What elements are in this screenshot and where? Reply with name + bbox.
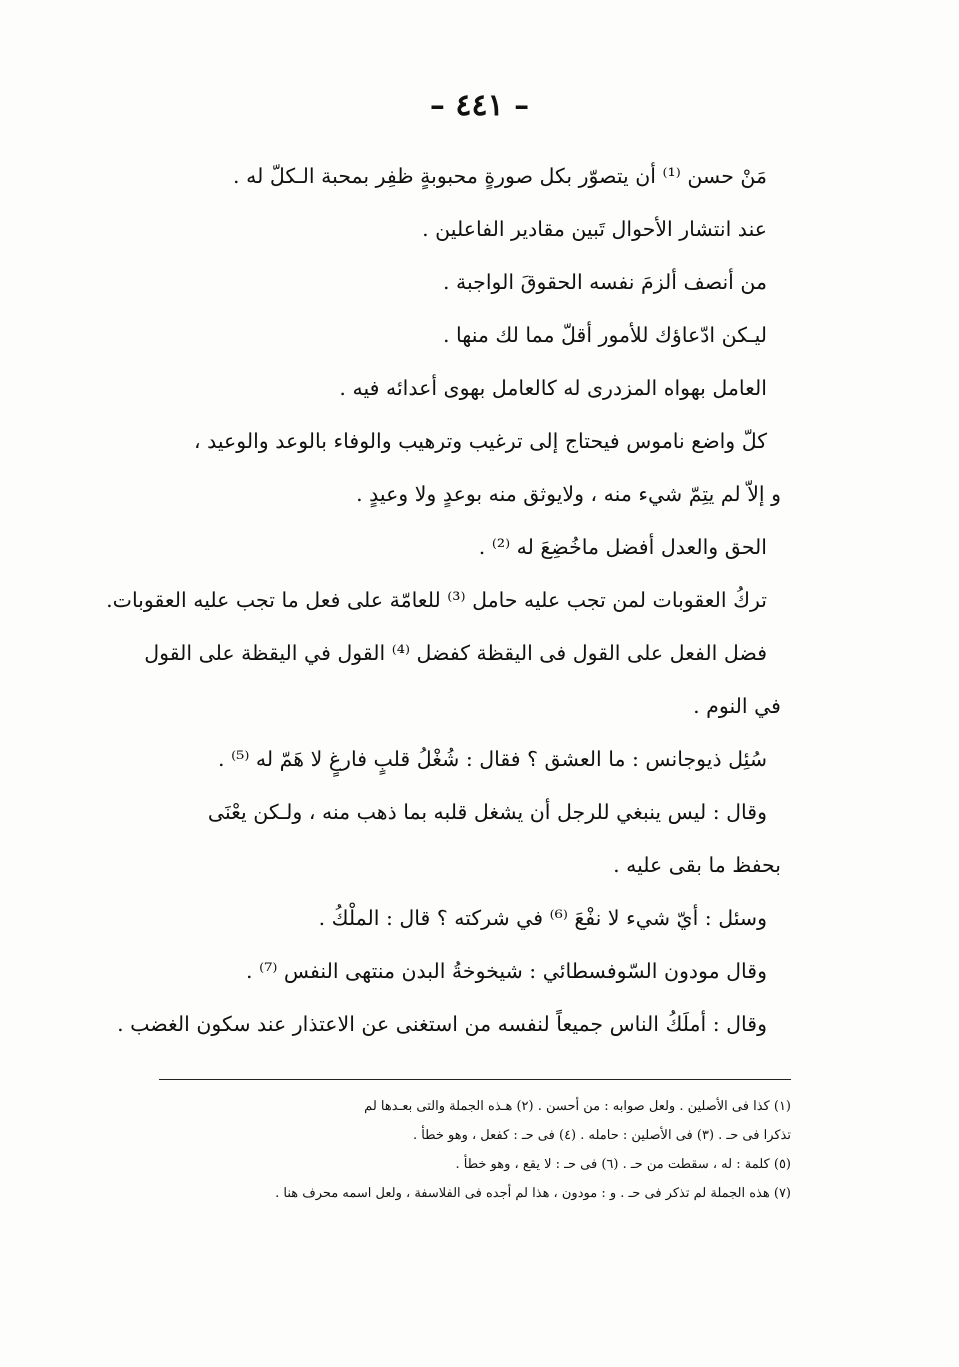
page-number: – ٤٤١ – (429, 88, 530, 123)
text-line: عند انتشار الأحوال تَبين مقادير الفاعلين . (422, 217, 767, 241)
text-line: مَنْ حسن ⁽¹⁾ أن يتصوّر بكل صورةٍ محبوبةٍ ظفِر بمحبة الـكلّ له . (233, 164, 767, 188)
footnote-line: (١) كذا فى الأصلين . ولعل صوابه : من أحسن . (٢) هـذه الجملة والتى بعـدها لم (364, 1099, 791, 1114)
footnote-line: (٥) كلمة : له ، سقطت من حـ . (٦) فى حـ : لا يقع ، وهو خطأ . (455, 1157, 791, 1172)
text-line: و إلاّ لم يتِمّ شيء منه ، ولايوثق منه بوعدٍ ولا وعيدٍ . (356, 482, 781, 506)
text-line: بحفظ ما بقى عليه . (613, 853, 781, 877)
text-line: من أنصف ألزمَ نفسه الحقوقَ الواجبة . (442, 270, 767, 294)
text-line: في النوم . (693, 694, 781, 718)
text-line: فضل الفعل على القول فى اليقظة كفضل ⁽⁴⁾ القول في اليقظة على القول (144, 641, 767, 665)
footnote-divider (159, 1079, 791, 1080)
text-line: العامل بهواه المزدرى له كالعامل بهوى أعدائه فيه . (339, 376, 767, 400)
footnote-line: تذكرا فى حـ . (٣) فى الأصلين : حامله . (٤) فى حـ : كفعل ، وهو خطأ . (412, 1128, 791, 1143)
footnotes (159, 1092, 791, 1208)
text-line: وقال مودون السّوفسطائي : شيخوخةُ البدن منتهى النفس ⁽⁷⁾ . (246, 959, 767, 983)
text-line: وسئل : أيّ شيء لا نفْعَ ⁽⁶⁾ في شركته ؟ قال : الملْكُ . (318, 906, 767, 930)
text-line: تركُ العقوبات لمن تجب عليه حامل ⁽³⁾ للعامّة على فعل ما تجب عليه العقوبات. (106, 588, 767, 612)
text-line: سُئِل ذيوجانس : ما العشق ؟ فقال : شُغْلُ قلبٍ فارغٍ لا هَمّ له ⁽⁵⁾ . (218, 747, 767, 771)
main-text (106, 150, 781, 1051)
text-line: وقال : ليس ينبغي للرجل أن يشغل قلبه بما ذهب منه ، ولـكن يعْنَى (207, 800, 767, 824)
text-line: وقال : أملَكُ الناس جميعاً لنفسه من استغنى عن الاعتذار عند سكون الغضب . (117, 1012, 767, 1036)
text-line: ليـكن ادّعاؤك للأمور أقلّ مما لك منها . (442, 323, 767, 347)
text-line: كلّ واضع ناموس فيحتاج إلى ترغيب وترهيب والوفاء بالوعد والوعيد ، (193, 429, 767, 453)
text-line: الحق والعدل أفضل ماخُضِعَ له ⁽²⁾ . (478, 535, 767, 559)
footnote-line: (٧) هذه الجملة لم تذكر فى حـ . و : مودون ، هذا لم أجده فى الفلاسفة ، ولعل اسمه محرف هنا . (275, 1186, 791, 1201)
